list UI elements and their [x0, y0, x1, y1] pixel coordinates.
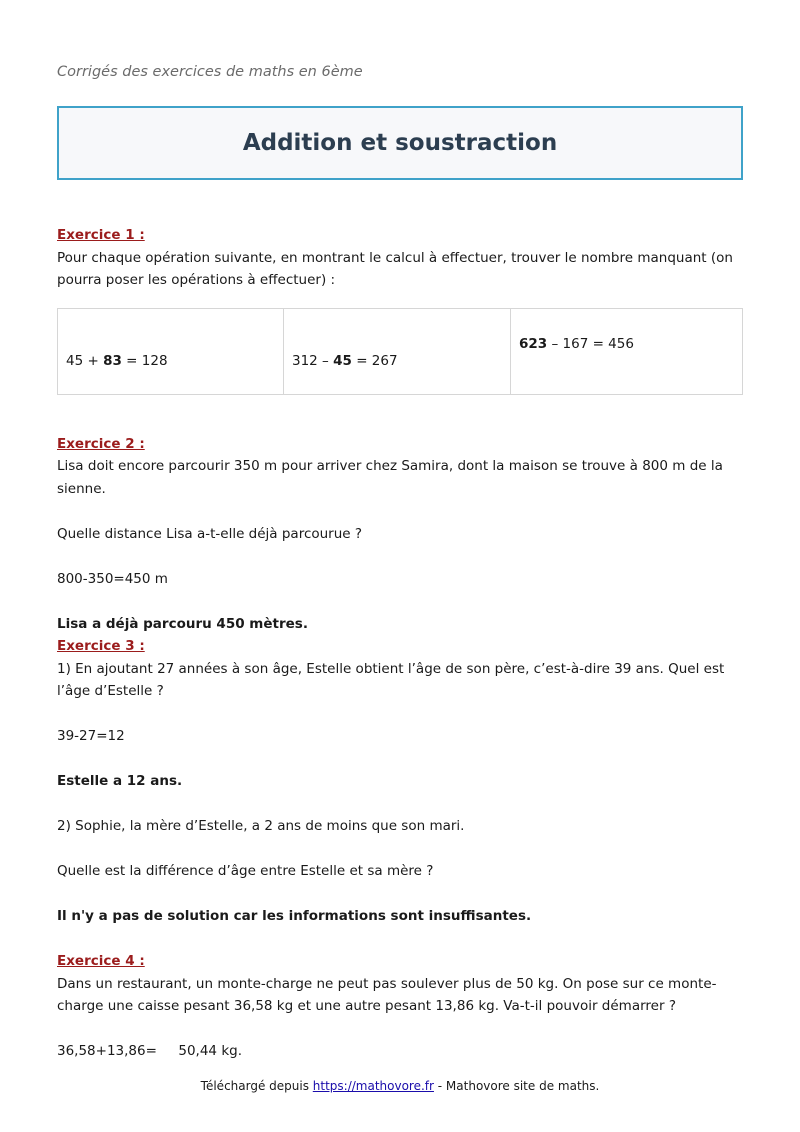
exercise-2-text: Lisa doit encore parcourir 350 m pour arriver chez Samira, dont la maison se trouve à 800 m de la sienne. [57, 458, 723, 497]
operations-table [57, 308, 743, 395]
op2-left: 312 – [292, 352, 334, 369]
exercise-4-text: Dans un restaurant, un monte-charge ne peut pas soulever plus de 50 kg. On pose sur ce monte-charge une caisse pesant 36,58 kg et une autre pesant 13,86 kg. Va-t-il pouvoir démarrer ? [57, 975, 717, 1014]
exercise-3-question-2a: 2) Sophie, la mère d’Estelle, a 2 ans de moins que son mari. [57, 818, 465, 834]
exercise-4-label: Exercice 4 : [57, 953, 145, 969]
exercise-2-label: Exercice 2 : [57, 435, 145, 452]
op2-right: = 267 [351, 352, 398, 369]
exercise-3-question-2b: Quelle est la différence d’âge entre Estelle et sa mère ? [57, 863, 434, 879]
exercise-1-label: Exercice 1 : [57, 227, 145, 243]
exercise-4-calculation: 36,58+13,86= 50,44 kg. [57, 1043, 242, 1059]
footer [0, 1079, 800, 1093]
exercise-3-label: Exercice 3 : [57, 638, 145, 654]
exercise-3-answer-1: Estelle a 12 ans. [57, 773, 183, 789]
footer-link[interactable]: https://mathovore.fr [312, 1079, 434, 1093]
operation-cell-2 [284, 308, 511, 394]
exercise-2-question: Quelle distance Lisa a-t-elle déjà parcourue ? [57, 525, 363, 542]
footer-suffix: - Mathovore site de maths. [433, 1079, 600, 1093]
op1-left: 45 + [66, 352, 104, 369]
document-header: Corrigés des exercices de maths en 6ème [57, 64, 363, 80]
op1-answer: 83 [103, 352, 122, 369]
exercise-1-text: Pour chaque opération suivante, en montrant le calcul à effectuer, trouver le nombre manquant (on pourra poser les opérations à effectuer) : [57, 249, 733, 288]
exercise-3-calculation-1: 39-27=12 [57, 728, 125, 744]
page-title: Addition et soustraction [242, 130, 558, 156]
op3-right: – 167 = 456 [547, 335, 634, 352]
exercise-2-calculation: 800-350=450 m [57, 570, 168, 587]
exercise-2-answer: Lisa a déjà parcouru 450 mètres. [57, 615, 308, 632]
operation-cell-1 [58, 308, 284, 394]
operation-cell-3 [511, 308, 743, 394]
op2-answer: 45 [333, 352, 352, 369]
op1-right: = 128 [121, 352, 168, 369]
exercise-3-question-1: 1) En ajoutant 27 années à son âge, Estelle obtient l’âge de son père, c’est-à-dire 39 ans. Quel est l’âge d’Estelle ? [57, 660, 725, 699]
title-box [57, 106, 743, 180]
op3-answer: 623 [519, 335, 548, 352]
exercise-3-answer-2: Il n'y a pas de solution car les informations sont insuffisantes. [57, 908, 532, 924]
footer-prefix: Téléchargé depuis [200, 1079, 313, 1093]
content [57, 224, 747, 1063]
